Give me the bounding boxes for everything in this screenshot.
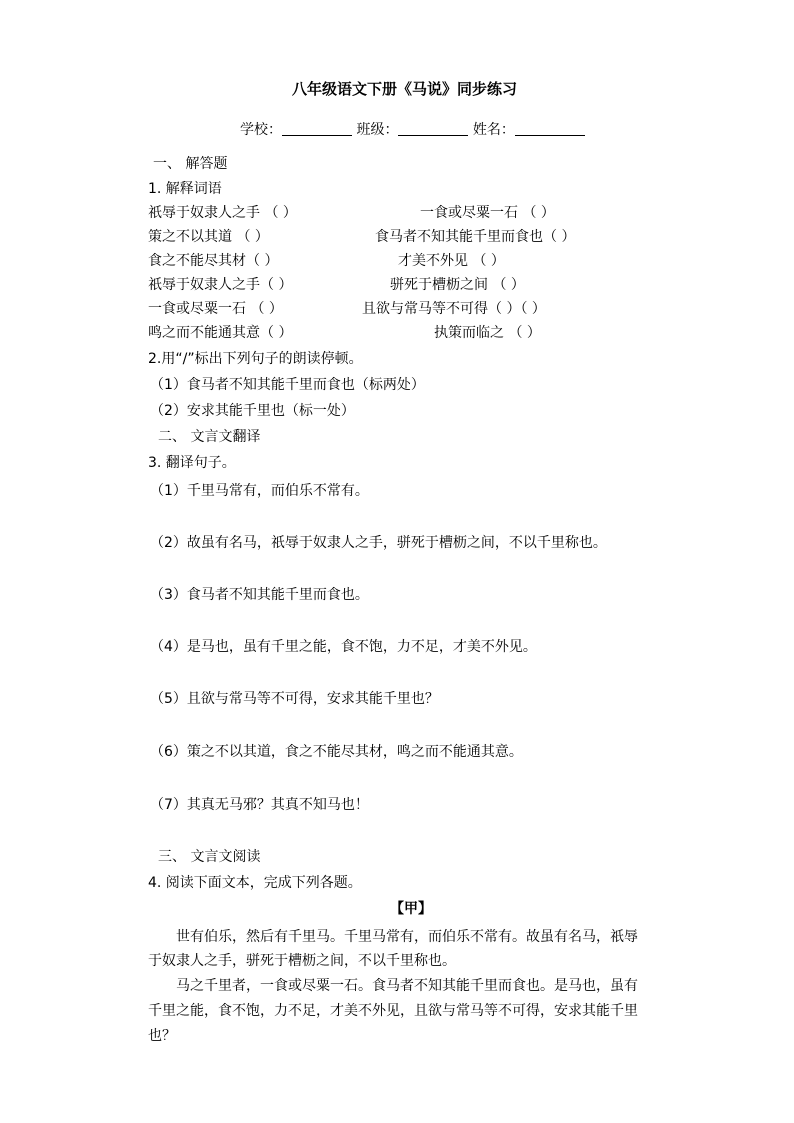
q1-row-6-right: 执策而临之 （ ） [434, 325, 541, 341]
q2-item-2: （2）安求其能千里也（标一处） [150, 403, 355, 419]
name-blank[interactable] [515, 121, 585, 136]
q1-row-3-right: 才美不外见 （ ） [398, 253, 505, 269]
q3-item-2: （2）故虽有名马，祇辱于奴隶人之手，骈死于槽枥之间，不以千里称也。 [150, 535, 607, 551]
school-blank[interactable] [282, 121, 352, 136]
q1-row-5-right: 且欲与常马等不可得（ ）（ ） [362, 301, 546, 317]
passage-line-4: 千里之能，食不饱，力不足，才美不外见，且欲与常马等不可得，安求其能千里 [148, 1003, 638, 1019]
passage-line-2: 于奴隶人之手，骈死于槽枥之间，不以千里称也。 [148, 953, 456, 969]
q3-item-1: （1）千里马常有，而伯乐不常有。 [150, 483, 369, 499]
q3-heading: 3. 翻译句子。 [148, 455, 236, 471]
school-label: 学校： [240, 122, 282, 138]
q1-row-1-right: 一食或尽粟一石 （ ） [420, 205, 555, 221]
name-label: 姓名： [472, 122, 515, 138]
section-two-heading: 二、 文言文翻译 [158, 429, 261, 445]
passage-line-1: 世有伯乐，然后有千里马。千里马常有，而伯乐不常有。故虽有名马，祇辱 [176, 929, 638, 945]
page-title: 八年级语文下册《马说》同步练习 [292, 80, 518, 98]
student-info-line [240, 121, 585, 139]
q1-row-2-right: 食马者不知其能千里而食也（ ） [375, 229, 576, 245]
passage-line-5: 也？ [148, 1028, 176, 1044]
q1-row-2-left: 策之不以其道 （ ） [148, 229, 269, 245]
q1-row-6-left: 鸣之而不能通其意（ ） [148, 325, 293, 341]
class-blank[interactable] [398, 121, 468, 136]
q1-row-4-right: 骈死于槽枥之间 （ ） [390, 277, 525, 293]
q1-row-3-left: 食之不能尽其材（ ） [148, 253, 279, 269]
class-label: 班级： [356, 122, 399, 138]
q2-item-1: （1）食马者不知其能千里而食也（标两处） [150, 377, 425, 393]
q3-item-6: （6）策之不以其道，食之不能尽其材，鸣之而不能通其意。 [150, 744, 523, 760]
q1-row-5-left: 一食或尽粟一石 （ ） [148, 301, 283, 317]
section-one-heading: 一、 解答题 [153, 156, 228, 172]
passage-jia-label: 【甲】 [390, 901, 432, 917]
q2-heading: 2.用“/”标出下列句子的朗读停顿。 [148, 351, 363, 367]
q3-item-5: （5）且欲与常马等不可得，安求其能千里也？ [150, 691, 439, 707]
q1-row-4-left: 祇辱于奴隶人之手（ ） [148, 277, 293, 293]
q1-row-1-left: 祇辱于奴隶人之手 （ ） [148, 205, 297, 221]
q3-item-4: （4）是马也，虽有千里之能，食不饱，力不足，才美不外见。 [150, 639, 537, 655]
passage-line-3: 马之千里者，一食或尽粟一石。食马者不知其能千里而食也。是马也，虽有 [176, 978, 638, 994]
q3-item-7: （7）其真无马邪？其真不知马也！ [150, 797, 369, 813]
section-three-heading: 三、 文言文阅读 [158, 849, 261, 865]
q4-heading: 4. 阅读下面文本，完成下列各题。 [148, 875, 362, 891]
q3-item-3: （3）食马者不知其能千里而食也。 [150, 587, 369, 603]
q1-heading: 1. 解释词语 [148, 181, 222, 197]
